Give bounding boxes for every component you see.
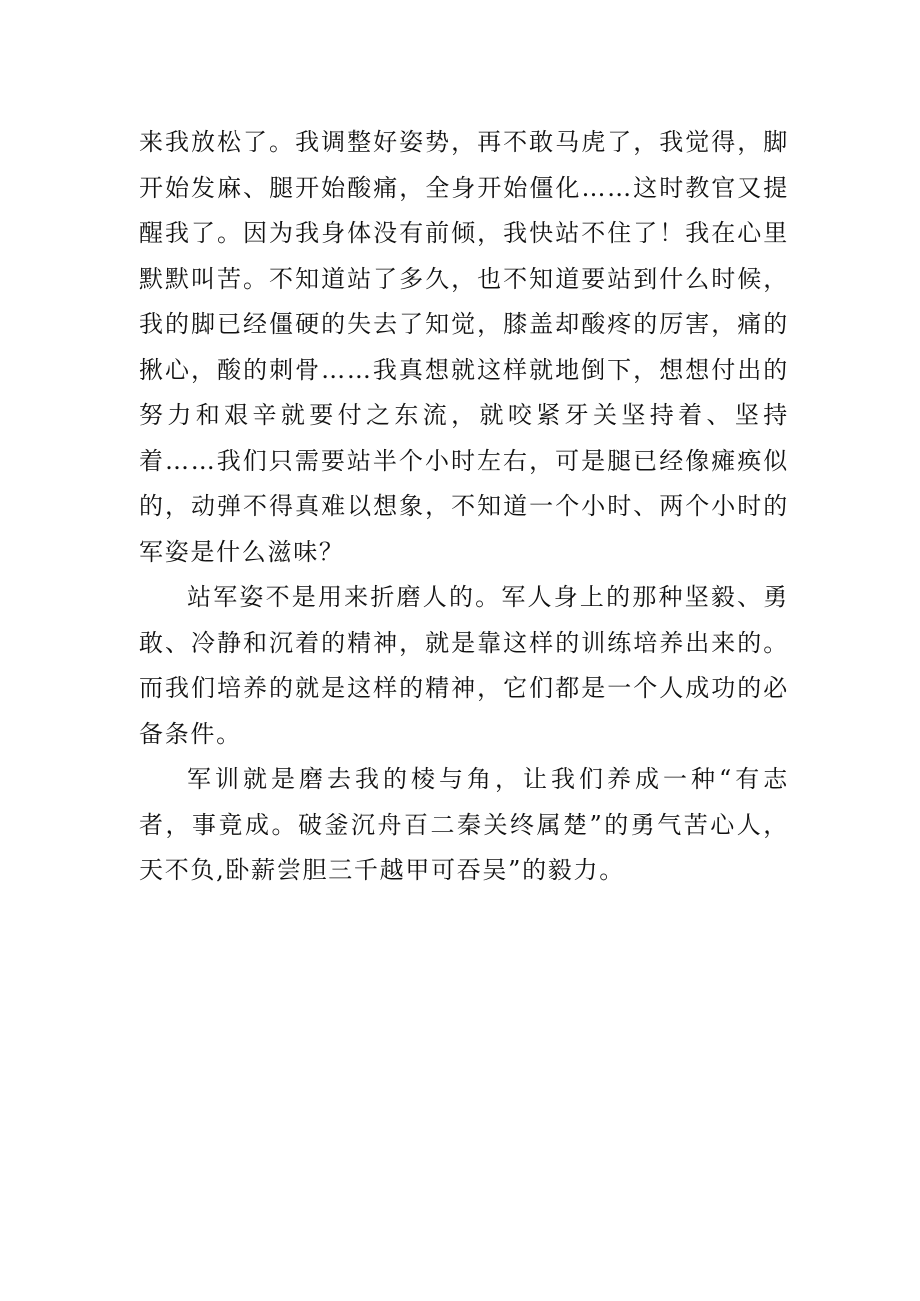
paragraph-military-training: 军训就是磨去我的棱与角，让我们养成一种“有志者，事竟成。破釜沉舟百二秦关终属楚”的勇气苦心人，天不负,卧薪尝胆三千越甲可吞吴”的毅力。 <box>139 765 789 884</box>
article-body <box>139 120 789 894</box>
paragraph-continuation: 来我放松了。我调整好姿势，再不敢马虎了，我觉得，脚开始发麻、腿开始酸痛，全身开始僵化……这时教官又提醒我了。因为我身体没有前倾，我快站不住了！我在心里默默叫苦。不知道站了多久，也不知道要站到什么时候，我的脚已经僵硬的失去了知觉，膝盖却酸疼的厉害，痛的揪心，酸的刺骨……我真想就这样就地倒下，想想付出的努力和艰辛就要付之东流，就咬紧牙关坚持着、坚持着……我们只需要站半个小时左右，可是腿已经像瘫痪似的，动弹不得真难以想象，不知道一个小时、两个小时的军姿是什么滋味？ <box>139 128 789 566</box>
paragraph-military-posture: 站军姿不是用来折磨人的。军人身上的那种坚毅、勇敢、冷静和沉着的精神，就是靠这样的训练培养出来的。而我们培养的就是这样的精神，它们都是一个人成功的必备条件。 <box>139 583 789 748</box>
